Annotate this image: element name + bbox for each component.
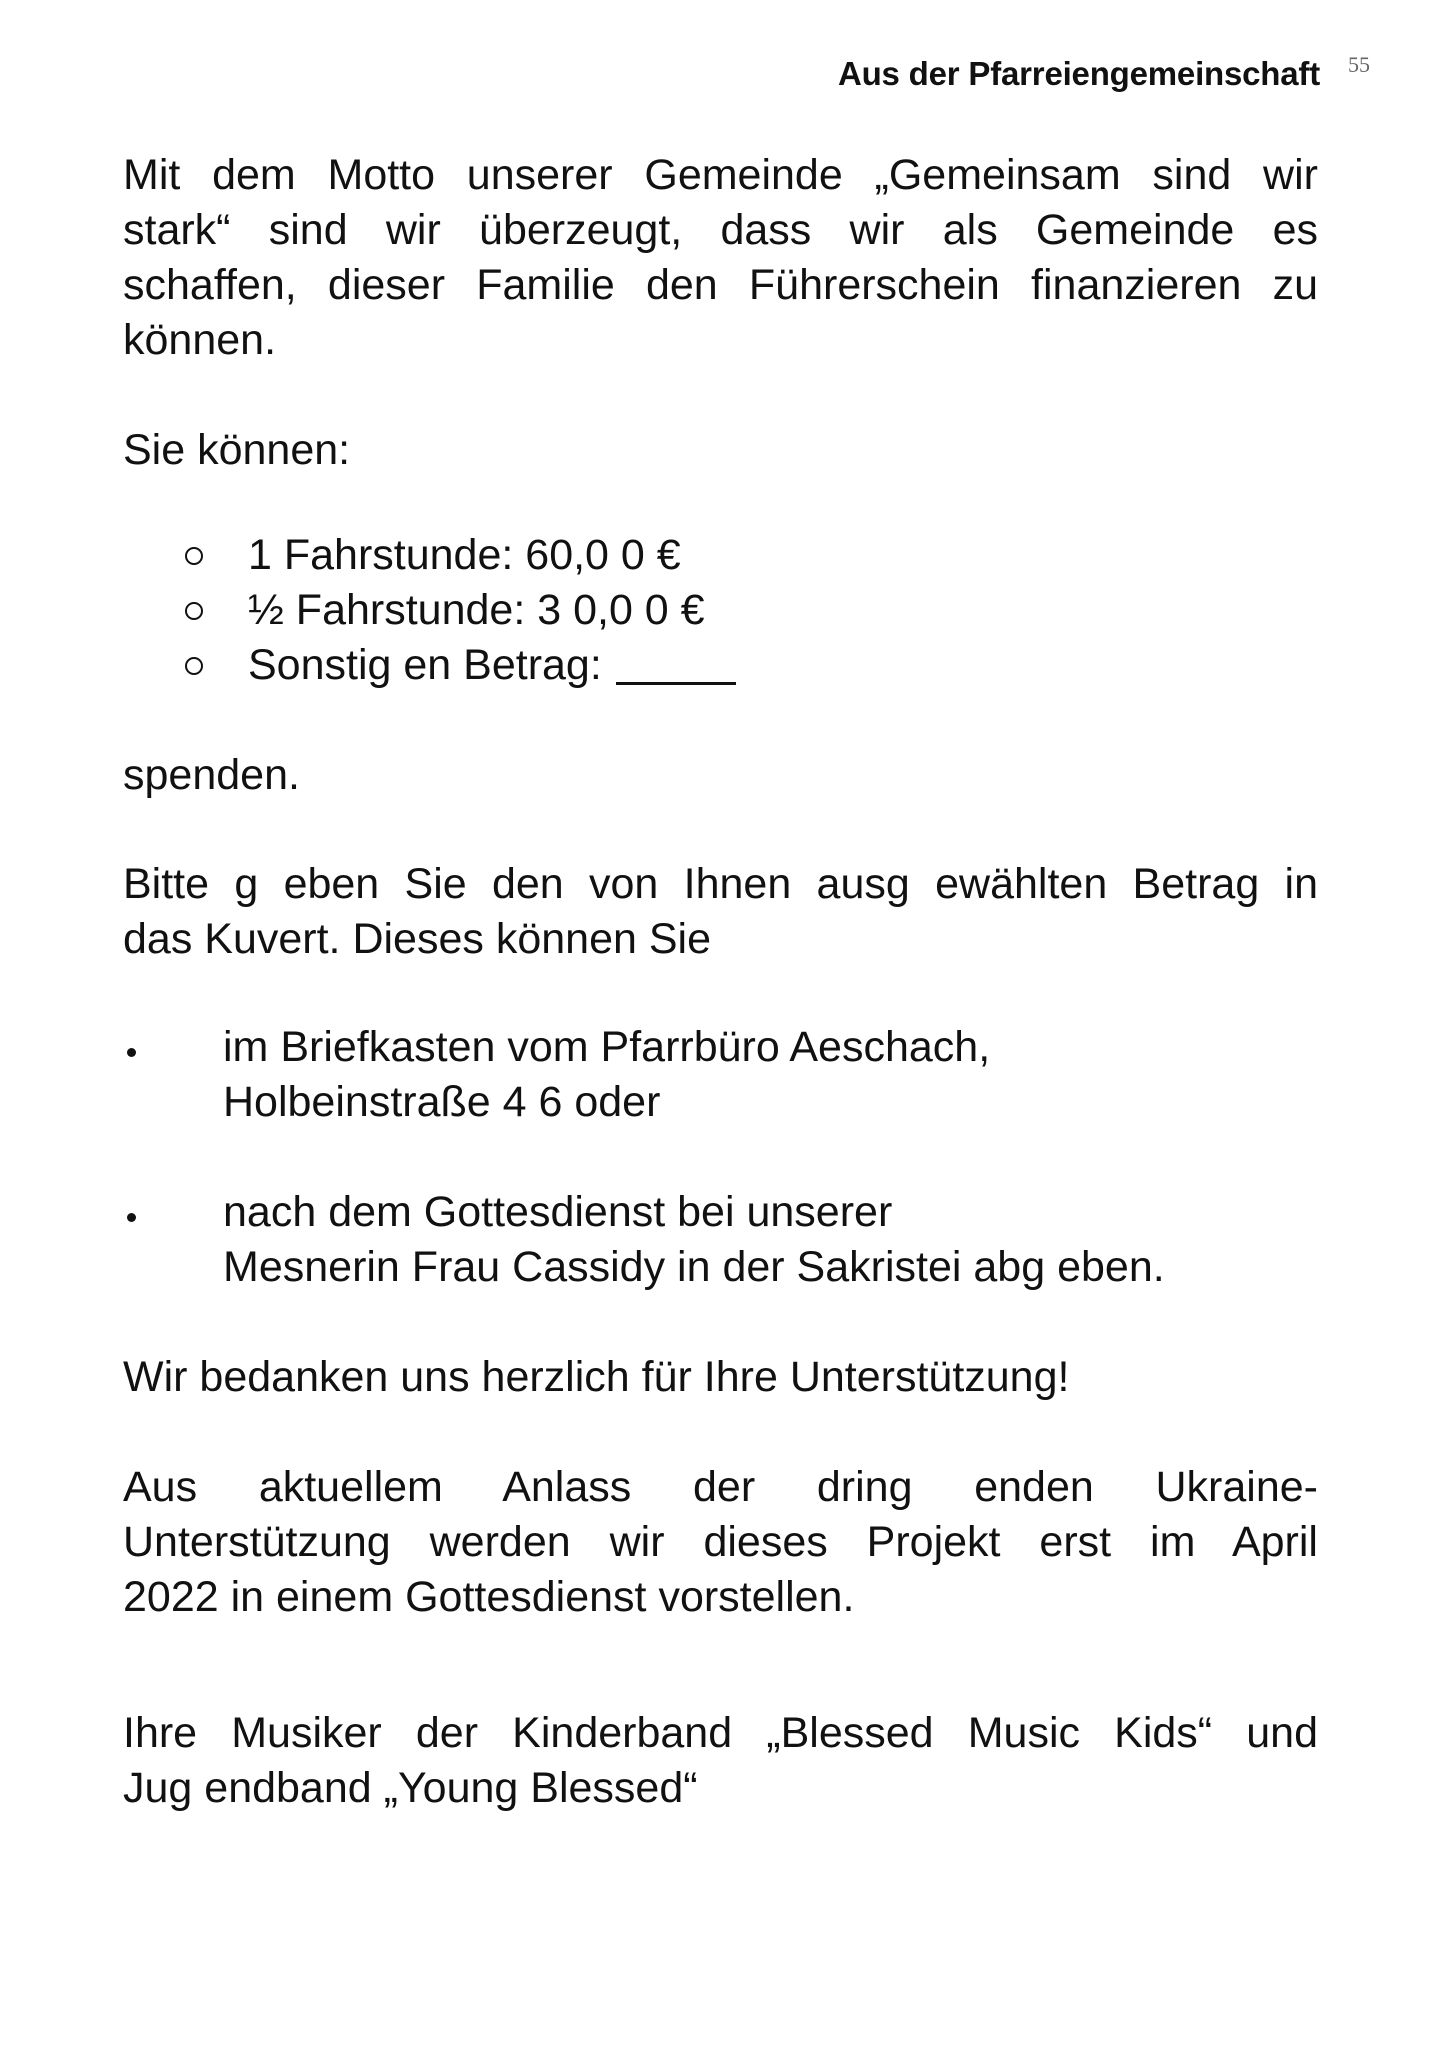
bullet-icon: [127, 1048, 136, 1057]
note-paragraph: [123, 1460, 1318, 1625]
drop-off-list: [123, 1020, 1165, 1295]
bullet-icon: [127, 1213, 136, 1222]
options-intro: Sie können:: [123, 426, 351, 474]
intro-line: schaffen, dieser Familie den Führerschein finanzieren zu: [123, 261, 1318, 309]
instruction-paragraph: [123, 857, 1318, 967]
page-number: 55: [1348, 52, 1370, 77]
signature-paragraph: [123, 1706, 1318, 1816]
intro-paragraph: [123, 148, 1318, 368]
circle-bullet-icon: [185, 657, 203, 675]
intro-line: Mit dem Motto unserer Gemeinde „Gemeinsam sind wir: [123, 151, 1318, 199]
amount-blank-line: [616, 646, 736, 685]
section-title: Aus der Pfarreiengemeinschaft: [837, 55, 1320, 92]
option-label: Sonstig en Betrag:: [248, 641, 602, 689]
option-label: ½ Fahrstunde: 3 0,0 0 €: [248, 586, 705, 634]
list-item-line: nach dem Gottesdienst bei unserer: [223, 1188, 893, 1236]
note-line: Unterstützung werden wir dieses Projekt erst im April: [123, 1518, 1318, 1566]
spenden-text: spenden.: [123, 751, 300, 799]
donation-options: [185, 528, 736, 693]
instruction-line: das Kuvert. Dieses können Sie: [123, 915, 711, 963]
circle-bullet-icon: [185, 602, 203, 620]
list-item-line: Mesnerin Frau Cassidy in der Sakristei abg eben.: [223, 1243, 1165, 1291]
list-item: [123, 1185, 1165, 1295]
intro-line: stark“ sind wir überzeugt, dass wir als Gemeinde es: [123, 206, 1318, 254]
circle-bullet-icon: [185, 547, 203, 565]
note-line: 2022 in einem Gottesdienst vorstellen.: [123, 1573, 855, 1621]
option-item: [185, 638, 736, 693]
list-item-line: im Briefkasten vom Pfarrbüro Aeschach,: [223, 1023, 991, 1071]
signature-line: Jug endband „Young Blessed“: [123, 1764, 698, 1812]
thanks-text: Wir bedanken uns herzlich für Ihre Unterstützung!: [123, 1353, 1070, 1401]
option-label: 1 Fahrstunde: 60,0 0 €: [248, 531, 681, 579]
note-line: Aus aktuellem Anlass der dring enden Ukraine-: [123, 1463, 1318, 1511]
list-item-line: Holbeinstraße 4 6 oder: [223, 1078, 661, 1126]
instruction-line: Bitte g eben Sie den von Ihnen ausg ewählten Betrag in: [123, 860, 1318, 908]
intro-line: können.: [123, 316, 277, 364]
signature-line: Ihre Musiker der Kinderband „Blessed Music Kids“ und: [123, 1709, 1318, 1757]
option-item: [185, 528, 736, 583]
option-item: [185, 583, 736, 638]
list-item: [123, 1020, 1165, 1130]
